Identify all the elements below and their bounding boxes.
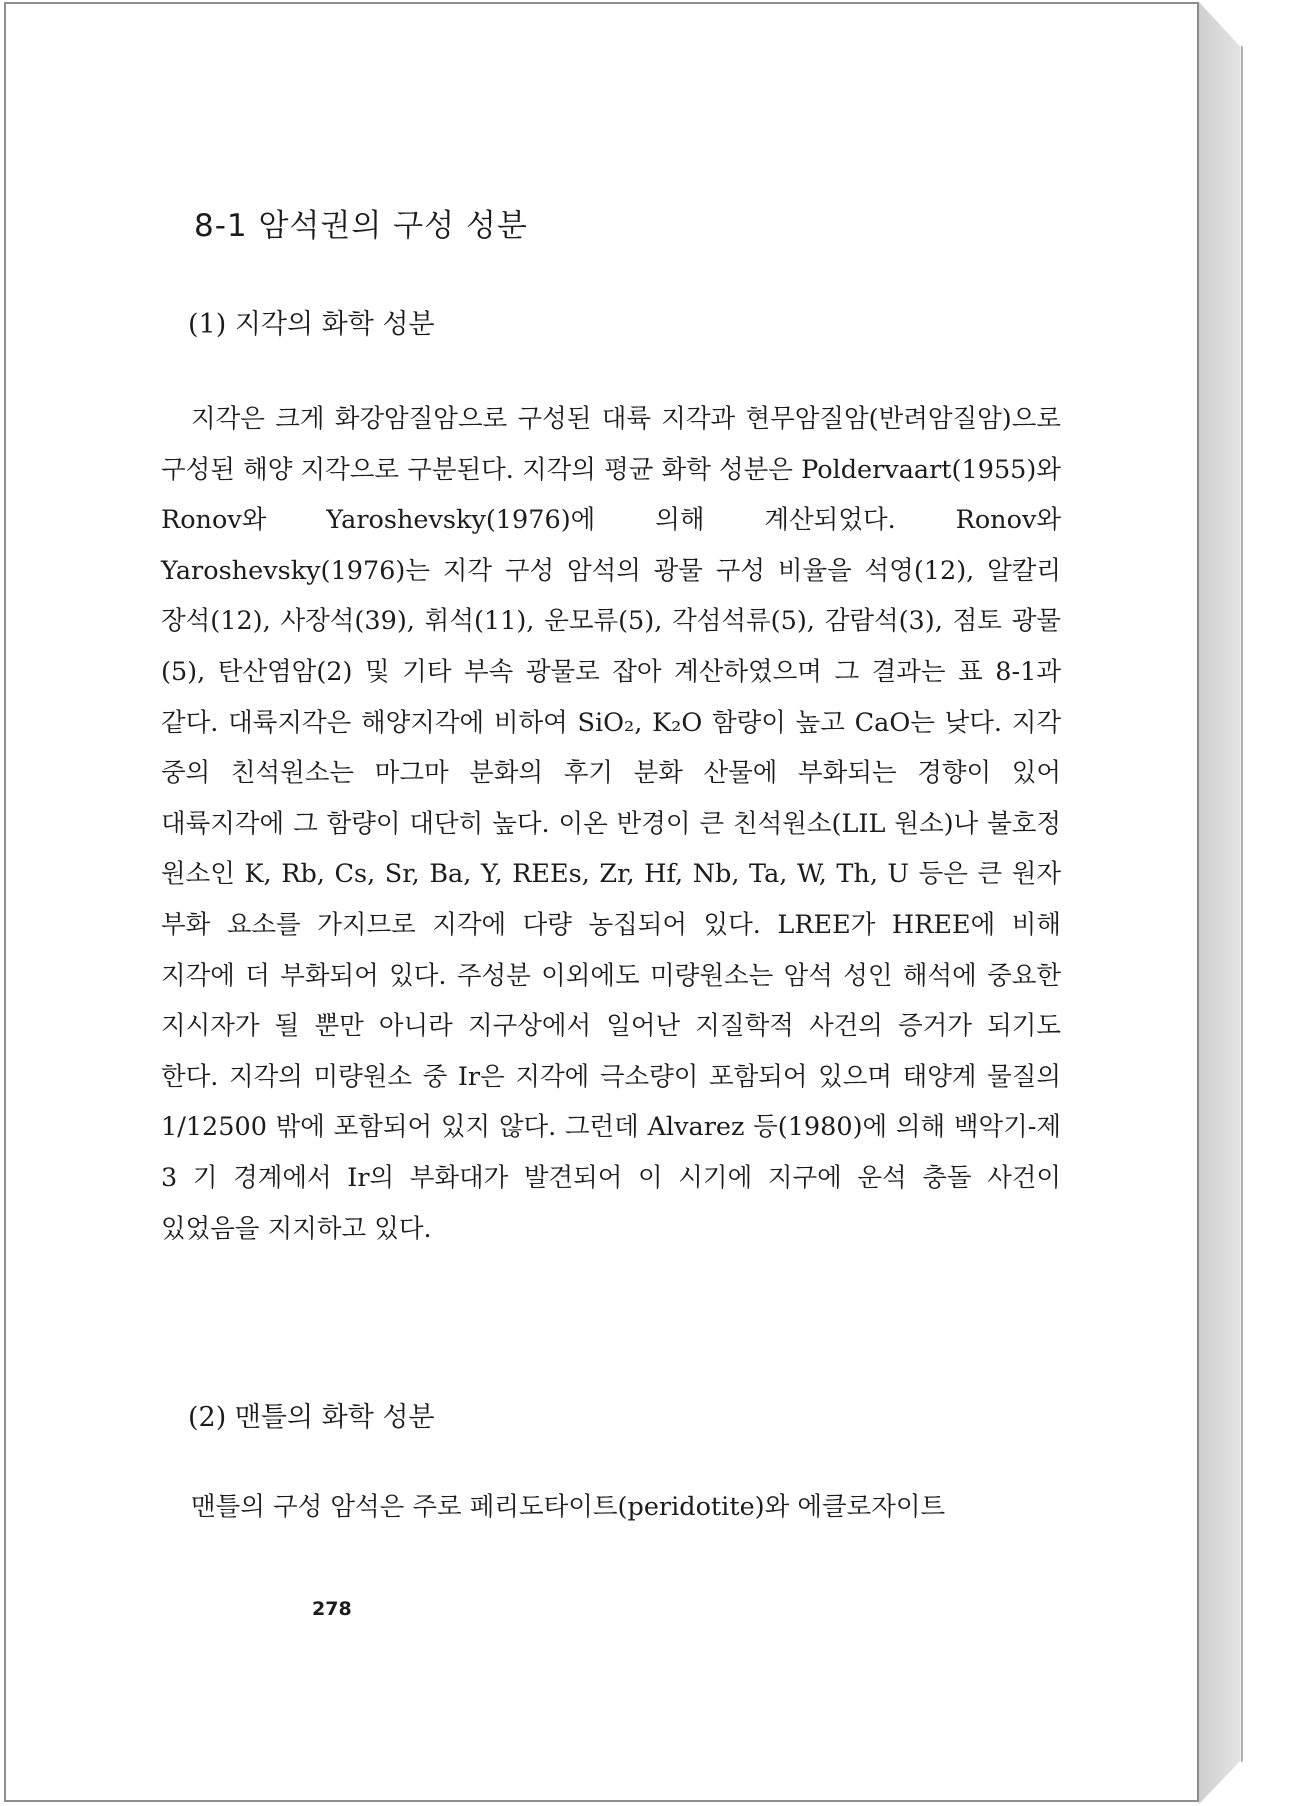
paragraph-crust-composition: 지각은 크게 화강암질암으로 구성된 대륙 지각과 현무암질암(반려암질암)으로 구성된 해양 지각으로 구분된다. 지각의 평균 화학 성분은 Poldervaart(1955)와 Ronov와 Yaroshevsky(1976)에 의해 계산되었다. Ronov와 Yaroshevsky(1976)는 지각 구성 암석의 광물 구성 비율을 석영(12), 알칼리 장석(12), 사장석(39), 휘석(11), 운모류(5), 각섬석류(5), 감람석(3), 점토 광물(5), 탄산염암(2) 및 기타 부속 광물로 잡아 계산하였으며 그 결과는 표 8-1과 같다. 대륙지각은 해양지각에 비하여 SiO₂, K₂O 함량이 높고 CaO는 낮다. 지각 중의 친석원소는 마그마 분화의 후기 분화 산물에 부화되는 경향이 있어 대륙지각에 그 함량이 대단히 높다. 이온 반경이 큰 친석원소(LIL 원소)나 불호정 원소인 K, Rb, Cs, Sr, Ba, Y, REEs, Zr, Hf, Nb, Ta, W, Th, U 등은 큰 원자 부화 요소를 가지므로 지각에 다량 농집되어 있다. LREE가 HREE에 비해 지각에 더 부화되어 있다. 주성분 이외에도 미량원소는 암석 성인 해석에 중요한 지시자가 될 뿐만 아니라 지구상에서 일어난 지질학적 사건의 증거가 되기도 한다. 지각의 미량원소 중 Ir은 지각에 극소량이 포함되어 있으며 태양계 물질의 1/12500 밖에 포함되어 있지 않다. 그런데 Alvarez 등(1980)에 의해 백악기-제 3 기 경계에서 Ir의 부화대가 발견되어 이 시기에 지구에 운석 충돌 사건이 있었음을 지지하고 있다.	[161, 404, 1061, 1244]
subsection-title-mantle: (2) 맨틀의 화학 성분	[188, 1402, 435, 1433]
paragraph-mantle-composition: 맨틀의 구성 암석은 주로 페리도타이트(peridotite)와 에클로자이트	[191, 1492, 946, 1522]
book-page	[4, 2, 1199, 1802]
subsection-title-crust: (1) 지각의 화학 성분	[188, 309, 435, 340]
section-title: 8-1 암석권의 구성 성분	[194, 208, 528, 244]
page-edge-border	[1199, 2, 1243, 1804]
page-number: 278	[312, 1598, 352, 1620]
